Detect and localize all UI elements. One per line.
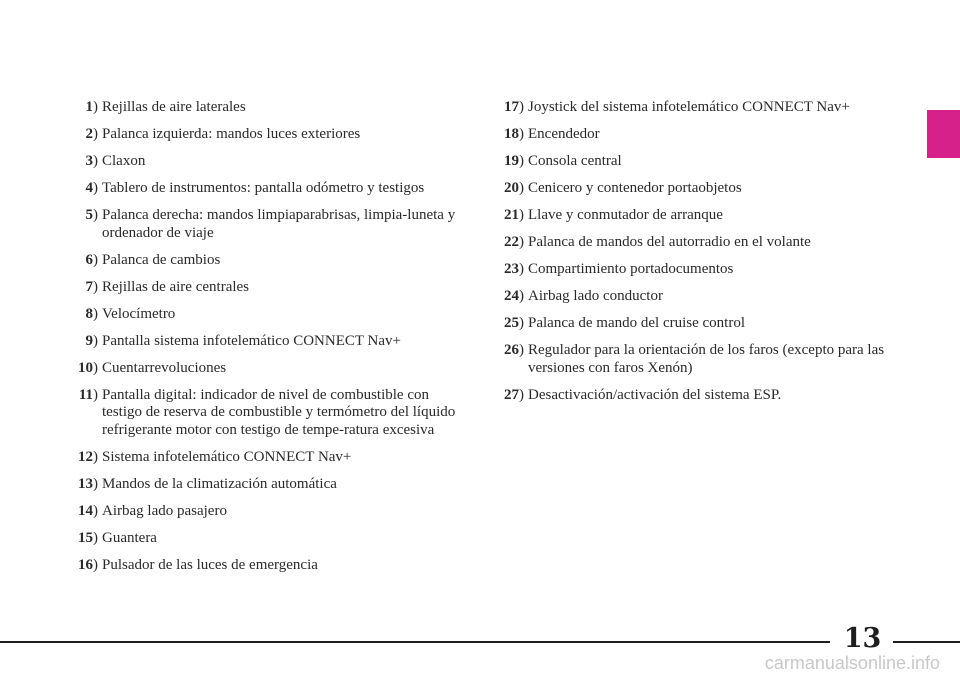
- legend-item: [64, 279, 466, 297]
- legend-item-number: 11): [78, 386, 98, 403]
- legend-item: [64, 503, 466, 521]
- legend-item-text: Consola central: [528, 153, 622, 169]
- legend-item-text: Airbag lado pasajero: [102, 502, 227, 519]
- legend-item-number: 15): [78, 529, 98, 546]
- legend-item-text: Palanca izquierda: mandos luces exteriores: [102, 126, 361, 142]
- legend-item: [490, 99, 910, 117]
- legend-item-number: 12): [78, 448, 98, 465]
- legend-item: [64, 153, 466, 171]
- legend-item-text: Guantera: [102, 529, 157, 546]
- legend-item: [64, 449, 466, 467]
- legend-item-number: 17): [504, 99, 524, 115]
- legend-item-text: Cenicero y contenedor portaobjetos: [528, 180, 742, 196]
- legend-item-text: Mandos de la climatización automática: [102, 475, 337, 492]
- legend-item-number: 10): [78, 359, 98, 376]
- legend-item-number: 5): [85, 207, 98, 223]
- legend-item-number: 21): [504, 207, 524, 223]
- section-tab-marker: [927, 110, 960, 158]
- legend-item-number: 4): [85, 180, 98, 196]
- legend-item: [64, 180, 466, 198]
- legend-item-text: Sistema infotelemático CONNECT Nav+: [102, 448, 352, 465]
- legend-item: [64, 360, 466, 378]
- footer-rule-left: [0, 641, 830, 643]
- footer-rule-right: [893, 641, 960, 643]
- legend-item-text: Tablero de instrumentos: pantalla odómetro y testigos: [102, 180, 425, 196]
- legend-item-number: 1): [85, 99, 98, 115]
- legend-list-right: [490, 99, 910, 414]
- legend-item: [490, 234, 910, 252]
- legend-item-text: Claxon: [102, 153, 146, 169]
- legend-item-text: Palanca de mando del cruise control: [528, 315, 746, 331]
- legend-item: [490, 261, 910, 279]
- legend-item-number: 20): [504, 180, 524, 196]
- legend-item: [64, 252, 466, 270]
- legend-item: [64, 126, 466, 144]
- legend-item: [64, 387, 466, 440]
- legend-item-text: Regulador para la orientación de los faros (excepto para las versiones con faros Xenón): [528, 342, 885, 376]
- legend-item: [490, 153, 910, 171]
- legend-item: [64, 306, 466, 324]
- legend-item-text: Velocímetro: [102, 305, 176, 322]
- legend-item-number: 6): [85, 251, 98, 268]
- legend-item-text: Airbag lado conductor: [528, 288, 663, 304]
- legend-item-text: Desactivación/activación del sistema ESP.: [528, 386, 782, 403]
- legend-item: [490, 288, 910, 306]
- legend-item-number: 3): [85, 153, 98, 169]
- legend-item-number: 23): [504, 261, 524, 277]
- legend-item: [490, 342, 910, 377]
- legend-item-number: 18): [504, 126, 524, 142]
- legend-item-number: 27): [504, 386, 524, 403]
- legend-item-text: Compartimiento portadocumentos: [528, 261, 734, 277]
- legend-item-text: Rejillas de aire laterales: [102, 99, 246, 115]
- legend-item: [64, 476, 466, 494]
- watermark: carmanualsonline.info: [764, 653, 940, 673]
- legend-item-number: 7): [85, 278, 98, 295]
- legend-item-text: Palanca derecha: mandos limpiaparabrisas, limpia-luneta y ordenador de viaje: [102, 207, 456, 241]
- legend-item-text: Pulsador de las luces de emergencia: [102, 556, 318, 573]
- legend-item-text: Encendedor: [528, 126, 600, 142]
- legend-item-text: Palanca de cambios: [102, 251, 221, 268]
- legend-item-number: 2): [85, 126, 98, 142]
- legend-item: [490, 207, 910, 225]
- legend-item-number: 8): [85, 305, 98, 322]
- legend-item: [64, 333, 466, 351]
- legend-item-number: 9): [85, 332, 98, 349]
- legend-item-text: Pantalla digital: indicador de nivel de combustible con testigo de reserva de combustible y termómetro del líquido refrigerante motor con testigo de tempe-ratura excesiva: [102, 386, 456, 438]
- legend-item-number: 14): [78, 502, 98, 519]
- legend-item-text: Joystick del sistema infotelemático CONNECT Nav+: [528, 99, 850, 115]
- legend-item: [64, 530, 466, 548]
- legend-item: [490, 180, 910, 198]
- legend-item-number: 25): [504, 315, 524, 331]
- legend-item-text: Pantalla sistema infotelemático CONNECT Nav+: [102, 332, 401, 349]
- legend-item: [64, 99, 466, 117]
- legend-item: [490, 126, 910, 144]
- page-number: 13: [843, 623, 882, 654]
- legend-item-text: Rejillas de aire centrales: [102, 278, 250, 295]
- legend-item-text: Llave y conmutador de arranque: [528, 207, 723, 223]
- legend-item-text: Cuentarrevoluciones: [102, 359, 227, 376]
- legend-item-number: 24): [504, 288, 524, 304]
- legend-item-number: 13): [78, 475, 98, 492]
- legend-item-number: 16): [78, 556, 98, 573]
- legend-item-number: 19): [504, 153, 524, 169]
- legend-list-left: [64, 99, 466, 584]
- legend-item-number: 22): [504, 234, 524, 250]
- legend-item-text: Palanca de mandos del autorradio en el volante: [528, 234, 811, 250]
- legend-item: [490, 387, 910, 405]
- legend-item: [490, 315, 910, 333]
- legend-item-number: 26): [504, 342, 524, 358]
- legend-item: [64, 207, 466, 242]
- legend-item: [64, 557, 466, 575]
